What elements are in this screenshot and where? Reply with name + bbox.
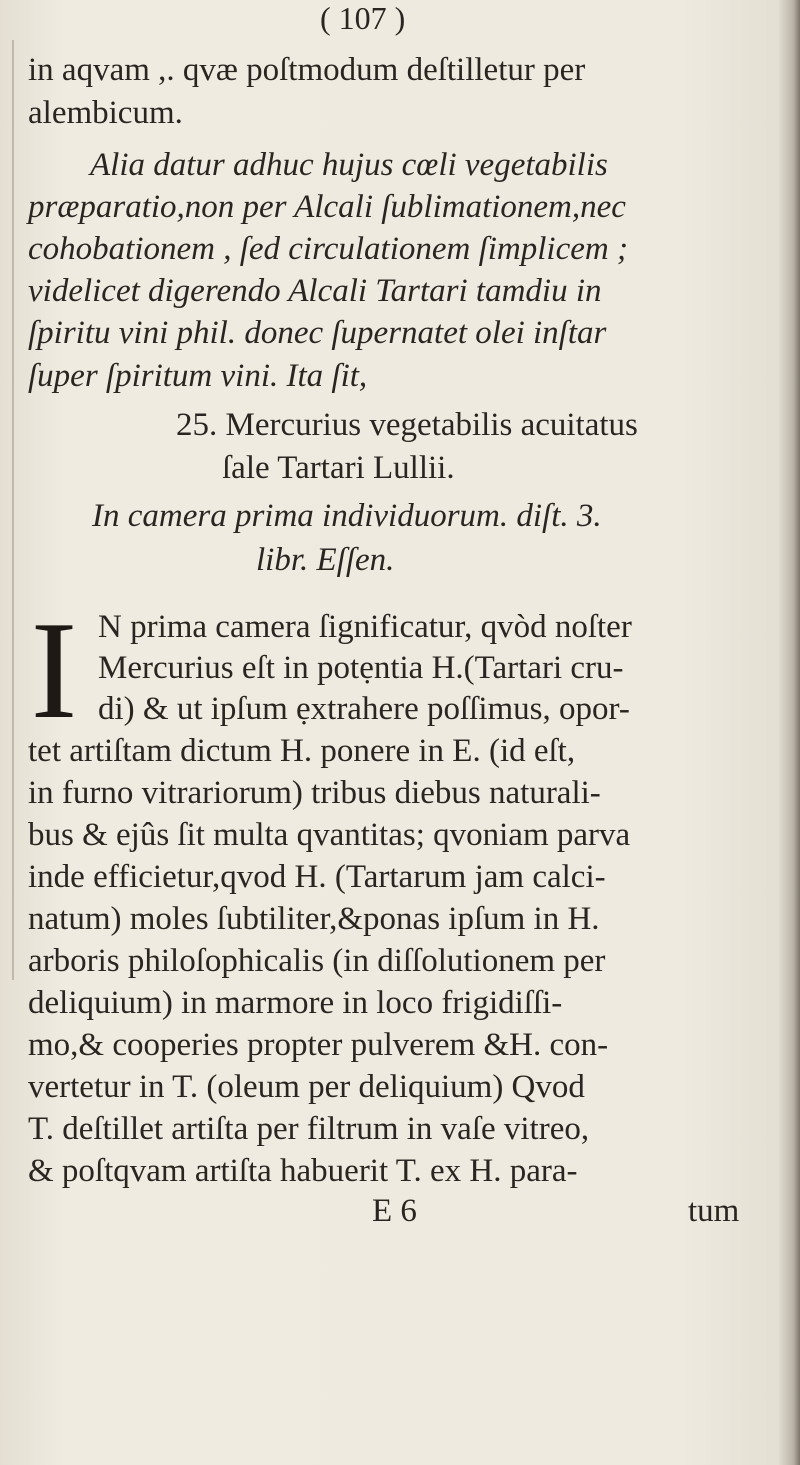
- text-line: ſpiritu vini phil. donec ſupernatet olei inſtar: [28, 315, 607, 351]
- section-heading: ſale Tartari Lullii.: [222, 450, 455, 486]
- catchword: tum: [688, 1193, 740, 1229]
- text-line: deliquium) in marmore in loco frigidiſſi-: [28, 985, 563, 1021]
- text-line: bus & ejûs ſit multa qvantitas; qvoniam parva: [28, 817, 631, 853]
- text-line: & poſtqvam artiſta habuerit T. ex H. para-: [28, 1153, 578, 1189]
- inner-margin-rule: [12, 40, 14, 980]
- text-line: Alia datur adhuc hujus cœli vegetabilis: [90, 147, 608, 183]
- text-line: videlicet digerendo Alcali Tartari tamdiu in: [28, 273, 602, 309]
- source-reference: libr. Eſſen.: [256, 542, 395, 578]
- text-line: T. deſtillet artiſta per filtrum in vaſe vitreo,: [28, 1111, 590, 1147]
- text-line: arboris philoſophicalis (in diſſolutionem per: [28, 943, 606, 979]
- source-reference: In camera prima individuorum. diſt. 3.: [92, 498, 602, 534]
- text-line: cohobationem , ſed circulationem ſimplicem ;: [28, 231, 628, 267]
- drop-cap: I: [30, 593, 78, 748]
- text-line: in aqvam ,. qvæ poſtmodum deſtilletur per: [28, 52, 586, 88]
- section-heading: 25. Mercurius vegetabilis acuitatus: [176, 407, 638, 443]
- text-line: N prima camera ſignificatur, qvòd noſter: [98, 609, 632, 645]
- text-line: tet artiſtam dictum H. ponere in E. (id eſt,: [28, 733, 576, 769]
- text-line: natum) moles ſubtiliter,&ponas ipſum in H.: [28, 901, 600, 937]
- text-line: præparatio,non per Alcali ſublimationem,nec: [28, 189, 626, 225]
- text-line: mo,& cooperies propter pulverem &H. con-: [28, 1027, 609, 1063]
- text-line: di) & ut ipſum ẹxtrahere poſſimus, opor-: [98, 691, 630, 727]
- signature-mark: E 6: [372, 1193, 417, 1229]
- gutter-shadow: [778, 0, 800, 1465]
- text-line: vertetur in T. (oleum per deliquium) Qvod: [28, 1069, 585, 1105]
- text-line: alembicum.: [28, 95, 183, 131]
- text-line: ſuper ſpiritum vini. Ita ſit,: [28, 358, 368, 394]
- page-number: ( 107 ): [320, 0, 406, 36]
- text-line: in furno vitrariorum) tribus diebus naturali-: [28, 775, 601, 811]
- text-line: inde efficietur,qvod H. (Tartarum jam calci-: [28, 859, 606, 895]
- text-line: Mercurius eſt in potẹntia H.(Tartari cru-: [98, 650, 624, 686]
